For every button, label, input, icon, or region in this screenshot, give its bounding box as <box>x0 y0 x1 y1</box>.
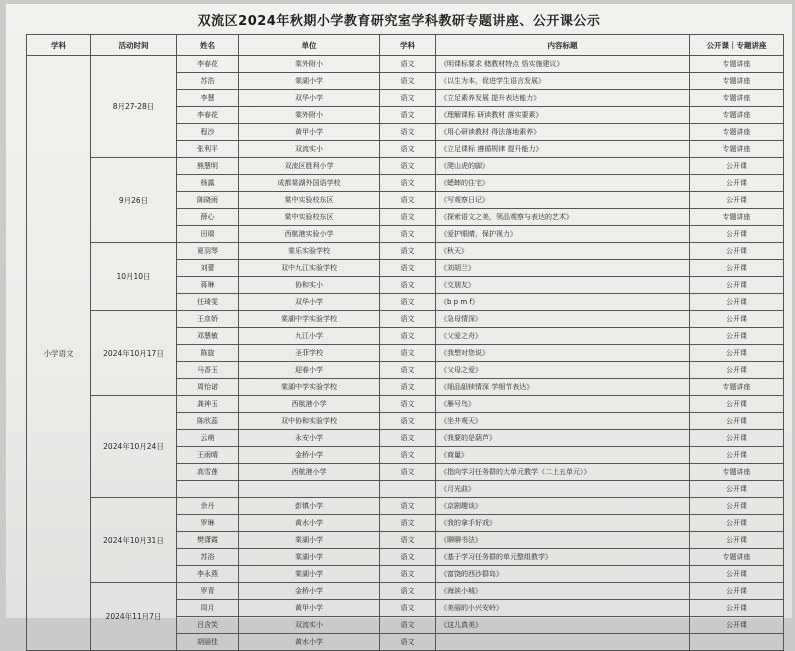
subject-cell: 语文 <box>380 294 436 311</box>
name-cell: 田瑞 <box>177 226 239 243</box>
document-title: 双流区2024年秋期小学教育研究室学科教研专题讲座、公开课公示 <box>197 14 601 29</box>
topic-cell: 《雁号鸟》 <box>436 396 690 413</box>
type-cell: 公开课 <box>690 260 784 277</box>
unit-cell: 西航港小学 <box>239 396 380 413</box>
topic-cell: 《细品舐犊情深 学细节表达》 <box>436 379 690 396</box>
subject-cell: 语文 <box>380 464 436 481</box>
name-cell: 薛心 <box>177 209 239 226</box>
subject-cell: 语文 <box>380 107 436 124</box>
unit-cell: 棠湖中学实验学校 <box>239 311 380 328</box>
subject-cell: 语文 <box>380 617 436 634</box>
subject-cell: 语文 <box>380 277 436 294</box>
topic-cell: 《父爱之舟》 <box>436 328 690 345</box>
subject-cell: 语文 <box>380 226 436 243</box>
name-cell: 李永燕 <box>177 566 239 583</box>
name-cell: 龚神玉 <box>177 396 239 413</box>
type-cell: 公开课 <box>690 498 784 515</box>
name-cell: 夏羽琴 <box>177 243 239 260</box>
topic-cell: 《海滨小城》 <box>436 583 690 600</box>
date-cell: 9月26日 <box>91 158 177 243</box>
unit-cell: 黄甲小学 <box>239 600 380 617</box>
topic-cell: 《以生为本，促进学生语言发展》 <box>436 73 690 90</box>
topic-cell: 《理解课标 研读教材 落实要素》 <box>436 107 690 124</box>
type-cell: 专题讲座 <box>690 379 784 396</box>
header-subject: 学科 <box>380 35 436 56</box>
name-cell: 张利平 <box>177 141 239 158</box>
unit-cell: 圣菲学校 <box>239 345 380 362</box>
topic-cell: 《急母情深》 <box>436 311 690 328</box>
header-unit: 单位 <box>239 35 380 56</box>
header-name: 姓名 <box>177 35 239 56</box>
name-cell: 李春花 <box>177 107 239 124</box>
unit-cell: 九江小学 <box>239 328 380 345</box>
unit-cell: 棠湖小学 <box>239 566 380 583</box>
name-cell: 余丹 <box>177 498 239 515</box>
subject-cell: 语文 <box>380 90 436 107</box>
type-cell: 公开课 <box>690 226 784 243</box>
type-cell: 公开课 <box>690 413 784 430</box>
unit-cell: 黄甲小学 <box>239 124 380 141</box>
type-cell: 公开课 <box>690 617 784 634</box>
document-page <box>6 4 792 646</box>
topic-cell: 《交朋友》 <box>436 277 690 294</box>
unit-cell: 棠湖小学 <box>239 73 380 90</box>
date-cell: 2024年10月24日 <box>91 396 177 498</box>
subject-cell: 语文 <box>380 413 436 430</box>
table-header-row <box>27 35 784 56</box>
unit-cell: 棠外附小 <box>239 107 380 124</box>
date-cell: 2024年10月17日 <box>91 311 177 396</box>
unit-cell: 棠外附小 <box>239 56 380 73</box>
unit-cell: 双华小学 <box>239 90 380 107</box>
type-cell: 公开课 <box>690 311 784 328</box>
name-cell: 樊潇霞 <box>177 532 239 549</box>
type-cell: 专题讲座 <box>690 73 784 90</box>
type-cell: 专题讲座 <box>690 56 784 73</box>
header-date: 活动时间 <box>91 35 177 56</box>
subject-cell: 语文 <box>380 243 436 260</box>
subject-cell: 语文 <box>380 566 436 583</box>
subject-cell: 语文 <box>380 141 436 158</box>
subject-cell: 语文 <box>380 515 436 532</box>
unit-cell: 双中九江实验学校 <box>239 260 380 277</box>
topic-cell: 《明课标要求 赌教材特点 悟实施建议》 <box>436 56 690 73</box>
name-cell: 马香玉 <box>177 362 239 379</box>
topic-cell: 《爬山虎的脚》 <box>436 158 690 175</box>
topic-cell: 《月光曲》 <box>436 481 690 498</box>
unit-cell: 棠乐实验学校 <box>239 243 380 260</box>
unit-cell: 黄水小学 <box>239 634 380 651</box>
name-cell: 李春花 <box>177 56 239 73</box>
type-cell: 公开课 <box>690 328 784 345</box>
topic-cell: 《父母之爱》 <box>436 362 690 379</box>
subject-cell: 语文 <box>380 124 436 141</box>
name-cell: 罗青 <box>177 583 239 600</box>
type-cell: 专题讲座 <box>690 464 784 481</box>
type-cell: 专题讲座 <box>690 209 784 226</box>
topic-cell: 《商量》 <box>436 447 690 464</box>
header-subject-group: 学科 <box>27 35 91 56</box>
type-cell: 公开课 <box>690 362 784 379</box>
topic-cell: 《我的拿手好戏》 <box>436 515 690 532</box>
type-cell: 公开课 <box>690 277 784 294</box>
unit-cell: 西航港小学 <box>239 464 380 481</box>
type-cell: 公开课 <box>690 447 784 464</box>
subject-cell: 语文 <box>380 532 436 549</box>
name-cell: 熊慧明 <box>177 158 239 175</box>
type-cell: 公开课 <box>690 396 784 413</box>
unit-cell: 棠湖中学实验学校 <box>239 379 380 396</box>
topic-cell: 《富饶的西沙群岛》 <box>436 566 690 583</box>
type-cell: 专题讲座 <box>690 90 784 107</box>
name-cell: 周月 <box>177 600 239 617</box>
table-row <box>27 243 784 260</box>
subject-cell: 语文 <box>380 56 436 73</box>
date-cell: 2024年11月7日 <box>91 583 177 651</box>
table-row <box>27 56 784 73</box>
type-cell: 公开课 <box>690 566 784 583</box>
name-cell: 高雪莲 <box>177 464 239 481</box>
topic-cell: 《刘胡兰》 <box>436 260 690 277</box>
type-cell: 公开课 <box>690 583 784 600</box>
table-row <box>27 311 784 328</box>
type-cell: 公开课 <box>690 515 784 532</box>
subject-cell: 语文 <box>380 379 436 396</box>
subject-cell: 语文 <box>380 192 436 209</box>
topic-cell: 《b p m f》 <box>436 294 690 311</box>
subject-cell <box>380 481 436 498</box>
name-cell: 苏浴 <box>177 549 239 566</box>
type-cell: 公开课 <box>690 345 784 362</box>
name-cell: 陈晓雨 <box>177 192 239 209</box>
topic-cell: 《用心研读教材 得法落地素养》 <box>436 124 690 141</box>
name-cell: 云萌 <box>177 430 239 447</box>
table-row <box>27 498 784 515</box>
unit-cell: 棠中实验校东区 <box>239 192 380 209</box>
unit-cell: 双中协和实验学校 <box>239 413 380 430</box>
topic-cell: 《写观察日记》 <box>436 192 690 209</box>
topic-cell: 《立足素养发展 提升表达能力》 <box>436 90 690 107</box>
unit-cell: 双流实小 <box>239 617 380 634</box>
header-type: 公开课｜专题讲座 <box>690 35 784 56</box>
unit-cell <box>239 481 380 498</box>
type-cell: 公开课 <box>690 158 784 175</box>
name-cell: 罗琳 <box>177 515 239 532</box>
subject-group-cell: 小学语文 <box>27 56 91 651</box>
subject-cell: 语文 <box>380 447 436 464</box>
type-cell <box>690 634 784 651</box>
name-cell: 周怡诺 <box>177 379 239 396</box>
unit-cell: 棠湖小学 <box>239 532 380 549</box>
subject-cell: 语文 <box>380 158 436 175</box>
type-cell: 公开课 <box>690 175 784 192</box>
type-cell: 专题讲座 <box>690 549 784 566</box>
type-cell: 专题讲座 <box>690 141 784 158</box>
name-cell: 苏浩 <box>177 73 239 90</box>
type-cell: 公开课 <box>690 600 784 617</box>
type-cell: 公开课 <box>690 532 784 549</box>
name-cell: 邓慧敏 <box>177 328 239 345</box>
name-cell: 任琦雯 <box>177 294 239 311</box>
unit-cell: 双流实小 <box>239 141 380 158</box>
topic-cell: 《我要的是葫芦》 <box>436 430 690 447</box>
topic-cell <box>436 634 690 651</box>
table-row <box>27 583 784 600</box>
subject-cell: 语文 <box>380 430 436 447</box>
name-cell: 杨露 <box>177 175 239 192</box>
type-cell: 公开课 <box>690 192 784 209</box>
subject-cell: 语文 <box>380 549 436 566</box>
date-cell: 2024年10月31日 <box>91 498 177 583</box>
type-cell: 公开课 <box>690 481 784 498</box>
topic-cell: 《我想对您说》 <box>436 345 690 362</box>
unit-cell: 黄水小学 <box>239 515 380 532</box>
unit-cell: 西航港实验小学 <box>239 226 380 243</box>
topic-cell: 《秋天》 <box>436 243 690 260</box>
topic-cell: 《京剧趣谈》 <box>436 498 690 515</box>
subject-cell: 语文 <box>380 345 436 362</box>
type-cell: 公开课 <box>690 430 784 447</box>
subject-cell: 语文 <box>380 209 436 226</box>
name-cell: 吕含笑 <box>177 617 239 634</box>
subject-cell: 语文 <box>380 634 436 651</box>
unit-cell: 成都棠湖外国语学校 <box>239 175 380 192</box>
date-cell: 8月27-28日 <box>91 56 177 158</box>
unit-cell: 金桥小学 <box>239 447 380 464</box>
subject-cell: 语文 <box>380 583 436 600</box>
topic-cell: 《立足课标 遵循规律 提升能力》 <box>436 141 690 158</box>
unit-cell: 永安小学 <box>239 430 380 447</box>
subject-cell: 语文 <box>380 498 436 515</box>
name-cell: 程沙 <box>177 124 239 141</box>
schedule-table <box>26 34 784 651</box>
topic-cell: 《美丽的小兴安岭》 <box>436 600 690 617</box>
topic-cell: 《爱护眼睛，保护视力》 <box>436 226 690 243</box>
type-cell: 专题讲座 <box>690 124 784 141</box>
unit-cell: 彭镇小学 <box>239 498 380 515</box>
name-cell: 陈旋 <box>177 345 239 362</box>
subject-cell: 语文 <box>380 260 436 277</box>
type-cell: 公开课 <box>690 243 784 260</box>
subject-cell: 语文 <box>380 328 436 345</box>
topic-cell: 《指向学习任务群的大单元教学（二上五单元）》 <box>436 464 690 481</box>
subject-cell: 语文 <box>380 362 436 379</box>
unit-cell: 迎春小学 <box>239 362 380 379</box>
unit-cell: 双华小学 <box>239 294 380 311</box>
date-cell: 10月10日 <box>91 243 177 311</box>
type-cell: 公开课 <box>690 294 784 311</box>
header-topic: 内容标题 <box>436 35 690 56</box>
unit-cell: 双流区胜利小学 <box>239 158 380 175</box>
subject-cell: 语文 <box>380 396 436 413</box>
unit-cell: 金桥小学 <box>239 583 380 600</box>
subject-cell: 语文 <box>380 600 436 617</box>
topic-cell: 《聊聊书法》 <box>436 532 690 549</box>
subject-cell: 语文 <box>380 175 436 192</box>
name-cell: 陈欣蕊 <box>177 413 239 430</box>
name-cell: 王彦娇 <box>177 311 239 328</box>
name-cell: 李慧 <box>177 90 239 107</box>
topic-cell: 《基于学习任务群的单元整组教学》 <box>436 549 690 566</box>
topic-cell: 《坐井观天》 <box>436 413 690 430</box>
name-cell: 刘蕾 <box>177 260 239 277</box>
unit-cell: 协和实小 <box>239 277 380 294</box>
topic-cell: 《这儿真美》 <box>436 617 690 634</box>
table-row <box>27 158 784 175</box>
unit-cell: 棠湖小学 <box>239 549 380 566</box>
topic-cell: 《蟋蟀的住宅》 <box>436 175 690 192</box>
unit-cell: 棠中实验校东区 <box>239 209 380 226</box>
subject-cell: 语文 <box>380 73 436 90</box>
name-cell: 王雨晴 <box>177 447 239 464</box>
subject-cell: 语文 <box>380 311 436 328</box>
name-cell: 胡丽佳 <box>177 634 239 651</box>
type-cell: 专题讲座 <box>690 107 784 124</box>
name-cell: 蒋琳 <box>177 277 239 294</box>
name-cell <box>177 481 239 498</box>
topic-cell: 《探索语文之美，领品观察与表达的艺术》 <box>436 209 690 226</box>
table-row <box>27 396 784 413</box>
